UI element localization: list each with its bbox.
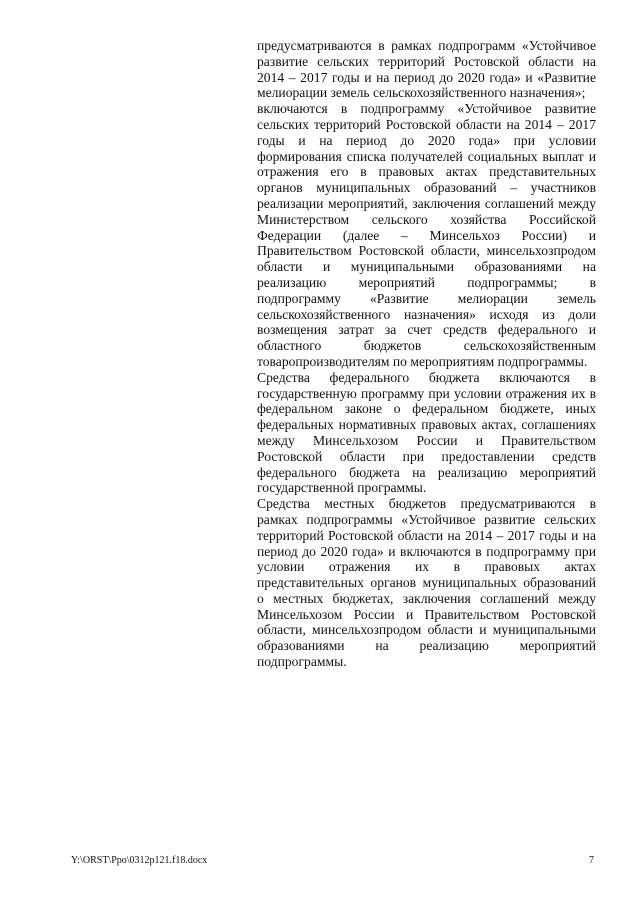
footer-page-number: 7 [589, 855, 594, 866]
document-body [257, 38, 596, 670]
paragraph: Средства местных бюджетов предусматриваются в рамках подпрограммы «Устойчивое развитие сельских территорий Ростовской области на 2014 – 2017 годы и на период до 2020 года» и включаются в подпрограмму при условии отражения их в правовых актах представительных органов муниципальных образований о местных бюджетах, заключения соглашений между Минсельхозом России и Правительством Ростовской области, минсельхозпродом области и муниципальными образованиями на реализацию мероприятий подпрограммы. [257, 496, 596, 670]
paragraph: предусматриваются в рамках подпрограмм «Устойчивое развитие сельских территорий Ростовской области на 2014 – 2017 годы и на период до 2020 года» и «Развитие мелиорации земель сельскохозяйственного назначения»; [257, 38, 596, 101]
paragraph: Средства федерального бюджета включаются в государственную программу при условии отражения их в федеральном законе о федеральном бюджете, иных федеральных нормативных правовых актах, соглашениях между Минсельхозом России и Правительством Ростовской области при предоставлении средств федерального бюджета на реализацию мероприятий государственной программы. [257, 369, 596, 496]
footer-file-path: Y:\ORST\Ppo\0312p121.f18.docx [71, 855, 208, 866]
paragraph: включаются в подпрограмму «Устойчивое развитие сельских территорий Ростовской области на 2014 – 2017 годы и на период до 2020 года» при условии формирования списка получателей социальных выплат и отражения его в правовых актах представительных органов муниципальных образований – участников реализации мероприятий, заключения соглашений между Министерством сельского хозяйства Российской Федерации (далее – Минсельхоз России) и Правительством Ростовской области, минсельхозпродом области и муниципальными образованиями на реализацию мероприятий подпрограммы; в подпрограмму «Развитие мелиорации земель сельскохозяйственного назначения» исходя из доли возмещения затрат за счет средств федерального и областного бюджетов сельскохозяйственным товаропроизводителям по мероприятиям подпрограммы. [257, 101, 596, 369]
